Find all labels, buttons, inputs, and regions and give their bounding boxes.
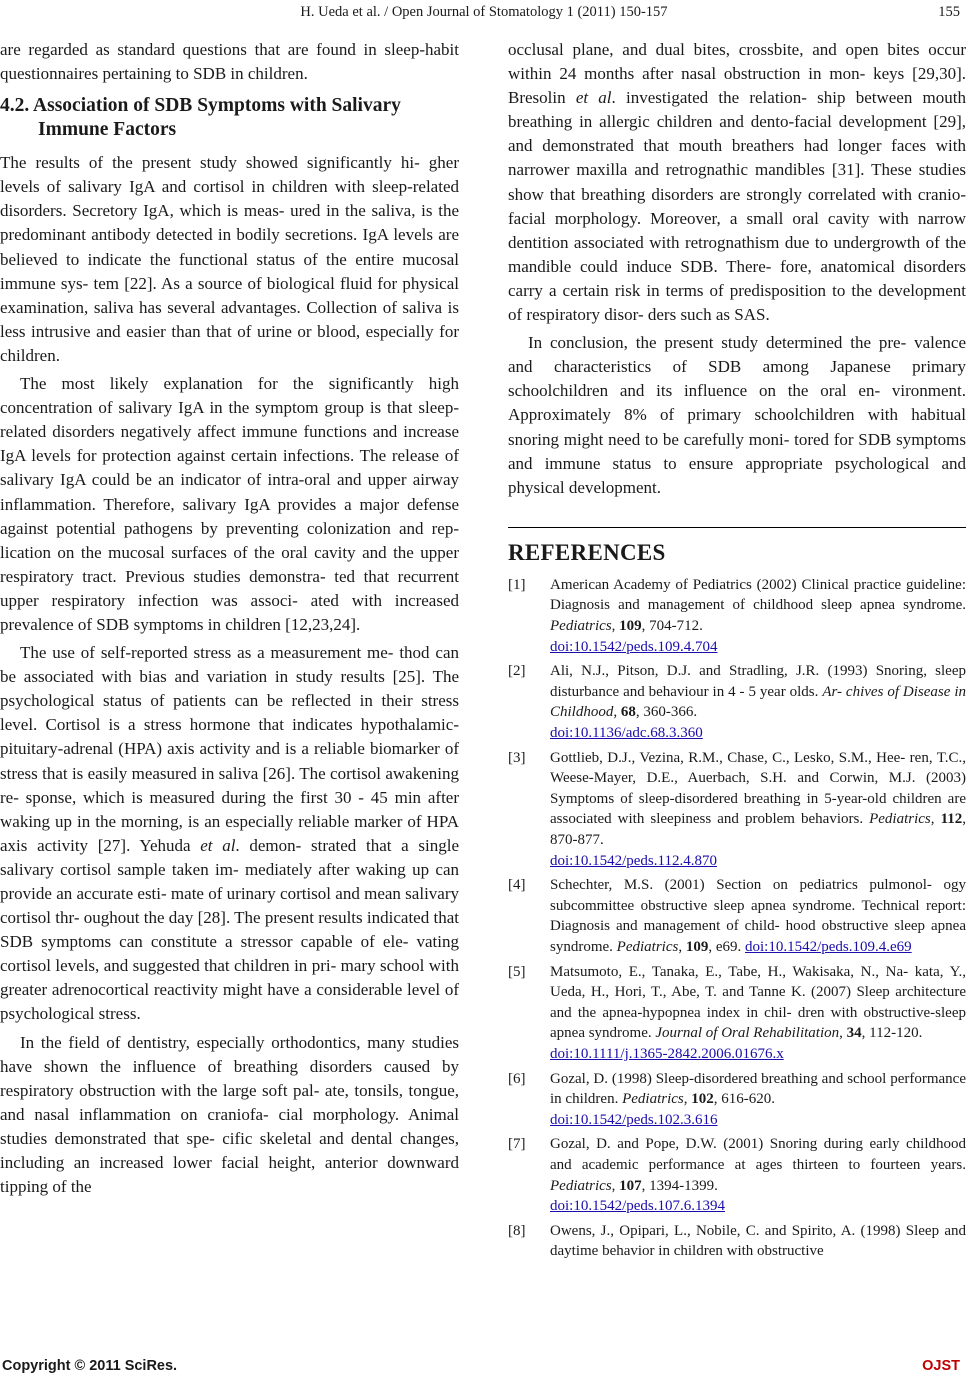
reference-pages: , 112-120.	[861, 1025, 923, 1042]
reference-text: Gozal, D. and Pope, D.W. (2001) Snoring during early childhood and academic performance at ages thirteen to fourteen years.	[550, 1136, 966, 1173]
reference-text: Gozal, D. (1998) Sleep-disordered breathing and school performance in children.	[550, 1070, 966, 1108]
reference-item	[508, 875, 966, 957]
reference-text: Matsumoto, E., Tanaka, E., Tabe, H., Wakisaka, N., Na- kata, Y., Ueda, H., Hori, T., Abe, T. and Tanne K. (2007) Sleep architecture and the apnea-hypopnea index in chil- dren with obstructive-sleep apnea syndrome.	[550, 963, 966, 1042]
paragraph-cortisol-stress	[0, 641, 459, 1027]
reference-separator: ,	[613, 704, 621, 721]
reference-volume: 109	[685, 938, 709, 955]
reference-journal: Pediatrics	[550, 1177, 612, 1194]
reference-number: [1]	[508, 576, 526, 593]
section-divider	[508, 527, 966, 528]
reference-number: [4]	[508, 877, 526, 894]
paragraph-iga-explanation: The most likely explanation for the significantly high concentration of salivary IgA in the symptom group is that sleep-related disorders negatively affect immune functions and increase IgA levels for protection against certain infections. The release of salivary IgA could be an indicator of intra-oral and upper airway inflammation. Therefore, salivary IgA provides a major defense against potential pathogens by preventing colonization and rep- lication on the mucosal surfaces of the oral cavity and the upper respiratory tract. Previous studies demonstra- ted that recurrent upper respiratory infection was associ- ated with increased prevalence of SDB symptoms in children [12,23,24].	[0, 374, 459, 634]
reference-item	[508, 661, 966, 743]
italic-et-al: et al	[200, 835, 236, 855]
reference-separator: ,	[611, 618, 620, 635]
reference-journal: Ar- chives of Disease in Childhood	[550, 683, 966, 721]
references-heading: REFERENCES	[508, 539, 666, 565]
reference-item	[508, 748, 966, 872]
left-column	[0, 38, 459, 1199]
reference-volume: 112	[940, 811, 963, 828]
reference-text: Owens, J., Opipari, L., Nobile, C. and Spirito, A. (1998) Sleep and daytime behavior in children with obstructive	[550, 1222, 966, 1260]
reference-separator: ,	[611, 1177, 620, 1194]
reference-item	[508, 575, 966, 657]
reference-journal: Pediatrics	[622, 1091, 684, 1108]
doi-link[interactable]: doi:10.1542/peds.107.6.1394	[550, 1198, 725, 1215]
reference-journal: Pediatrics	[869, 811, 931, 828]
reference-pages: , 870-877.	[550, 811, 966, 848]
reference-number: [8]	[508, 1222, 526, 1239]
journal-abbreviation: OJST	[922, 1358, 960, 1374]
text-span: . investigated the relation- ship between mouth breathing in allergic children and dento-facial development [29], and demonstrated that mouth breathers had longer faces with narrower maxilla and retrognathic mandibles [31]. These studies show that breathing disorders are strongly correlated with cranio- facial morphology. Moreover, a small oral cavity with narrow dentition associated with retrognathism due to undergrowth of the mandible could induce SDB. There- fore, anatomical disorders carry a certain risk in terms of predisposition to the development of respiratory disor- ders such as SAS.	[508, 88, 967, 325]
reference-number: [6]	[508, 1070, 526, 1087]
reference-text: Ali, N.J., Pitson, D.J. and Stradling, J.R. (1993) Snoring, sleep disturbance and behaviour in 4 - 5 year olds.	[550, 663, 966, 700]
reference-volume: 34	[846, 1025, 862, 1042]
reference-number: [7]	[508, 1136, 526, 1153]
reference-separator: ,	[678, 938, 686, 955]
reference-separator: ,	[839, 1025, 847, 1042]
doi-link[interactable]: doi:10.1542/peds.112.4.870	[550, 852, 717, 869]
paragraph-continued: are regarded as standard questions that are found in sleep-habit questionnaires pertaining to SDB in children.	[0, 40, 459, 84]
reference-item	[508, 1221, 966, 1262]
doi-link[interactable]: doi:10.1542/peds.102.3.616	[550, 1111, 718, 1128]
reference-volume: 68	[620, 704, 636, 721]
reference-pages: , 1394-1399.	[641, 1177, 718, 1194]
paragraph-dentistry: In the field of dentistry, especially orthodontics, many studies have shown the influence of breathing disorders caused by respiratory obstruction with the large soft pal- ate, tonsils, tongue, and nasal inflammation on craniofa- cial morphology. Animal studies demonstrated that spe- cific skeletal and dental changes, including an increased lower facial height, anterior downward tipping of the	[0, 1032, 459, 1197]
reference-text: American Academy of Pediatrics (2002) Clinical practice guideline: Diagnosis and management of childhood sleep apnea syndrome.	[550, 576, 966, 614]
copyright-notice: Copyright © 2011 SciRes.	[2, 1358, 178, 1374]
running-header-title: H. Ueda et al. / Open Journal of Stomatology 1 (2011) 150-157	[300, 4, 668, 20]
paragraph-salivary-results: The results of the present study showed significantly hi- gher levels of salivary IgA and cortisol in children with sleep-related disorders. Secretory IgA, which is meas- ured in the saliva, is the predominant antibody detected in bodily secretions. IgA levels are believed to indicate the functional status of the entire mucosal immune sys- tem [22]. As a source of biological fluid for physical examination, saliva has several advantages. Collection of saliva is less intrusive and easier than that of urine or blood, especially for children.	[0, 153, 459, 365]
text-span: occlusal plane, and dual bites, crossbite, and open bites occur within 24 months after nasal obstruction in mon- keys [29,30]. Bresolin	[508, 40, 966, 108]
doi-link[interactable]: doi:10.1111/j.1365-2842.2006.01676.x	[550, 1045, 784, 1062]
text-span: The use of self-reported stress as a measurement me- thod can be associated with bias and variation in study results [25]. The psychological status of patients can be reflected in their stress level. Cortisol is a stress hormone that indicates hypothalamic-pituitary-adrenal (HPA) axis activity and is a reliable biomarker of stress that is easily measured in saliva [26]. The cortisol awakening re- sponse, which is measured during the first 30 - 45 min after waking up in the morning, is an especially reliable marker of HPA axis activity [27]. Yehuda	[0, 643, 459, 855]
paragraph-occlusal	[508, 38, 966, 327]
reference-separator: ,	[683, 1091, 692, 1108]
reference-journal: Pediatrics	[550, 618, 612, 635]
reference-text: Gottlieb, D.J., Vezina, R.M., Chase, C., Lesko, S.M., Hee- ren, T.C., Weese-Mayer, D.E., Auerbach, S.H. and Corwin, M.J. (2003) Symptoms of sleep-disordered breathing in 5-year-old children are associated with sleepiness and problem behaviors.	[550, 749, 966, 828]
doi-link[interactable]: doi:10.1542/peds.109.4.e69	[745, 938, 912, 955]
doi-link[interactable]: doi:10.1542/peds.109.4.704	[550, 638, 718, 655]
running-header	[0, 0, 968, 26]
reference-separator: ,	[930, 811, 941, 828]
reference-item	[508, 962, 966, 1065]
reference-volume: 102	[691, 1091, 714, 1108]
italic-et-al: et al	[575, 88, 612, 108]
reference-journal: Pediatrics	[616, 938, 679, 955]
page-footer	[0, 1358, 968, 1386]
reference-number: [2]	[508, 663, 526, 680]
reference-pages: , 616-620.	[713, 1091, 775, 1108]
reference-journal: Journal of Oral Rehabilitation	[655, 1025, 840, 1042]
reference-pages: , e69.	[708, 938, 745, 955]
reference-number: [5]	[508, 963, 526, 980]
reference-pages: , 360-366.	[635, 704, 698, 721]
reference-text: Schechter, M.S. (2001) Section on pediatrics pulmonol- ogy subcommittee obstructive sleep apnea syndrome. Technical report: Diagnosis and management of child- hood obstructive sleep apnea syndrome.	[550, 877, 966, 955]
reference-list	[508, 575, 966, 1262]
section-heading-4-2: 4.2. Association of SDB Symptoms with Salivary Immune Factors	[0, 95, 401, 141]
reference-item	[508, 1069, 966, 1131]
right-column	[508, 38, 966, 1266]
reference-volume: 107	[619, 1177, 642, 1194]
reference-item	[508, 1134, 966, 1216]
page-number: 155	[938, 4, 960, 20]
paragraph-conclusion: In conclusion, the present study determined the pre- valence and characteristics of SDB among Japanese primary schoolchildren and its influence on the oral en- vironment. Approximately 8% of primary schoolchildren with habitual snoring might need to be carefully moni- tored for SDB symptoms and immune status to ensure appropriate psychological and physical development.	[508, 333, 966, 497]
doi-link[interactable]: doi:10.1136/adc.68.3.360	[550, 725, 703, 742]
reference-volume: 109	[619, 618, 642, 635]
reference-pages: , 704-712.	[641, 618, 703, 635]
reference-number: [3]	[508, 749, 526, 766]
text-span: . demon- strated that a single salivary cortisol sample taken im- mediately after waking up can provide an accurate esti- mate of urinary cortisol and mean salivary cortisol thr- oughout the day [28]. The present results indicated that SDB symptoms can constitute a stressor capable of ele- vating cortisol levels, and suggested that children in pri- mary school with greater adrenocortical reactivity might have a considerable level of psychological stress.	[0, 835, 459, 1024]
